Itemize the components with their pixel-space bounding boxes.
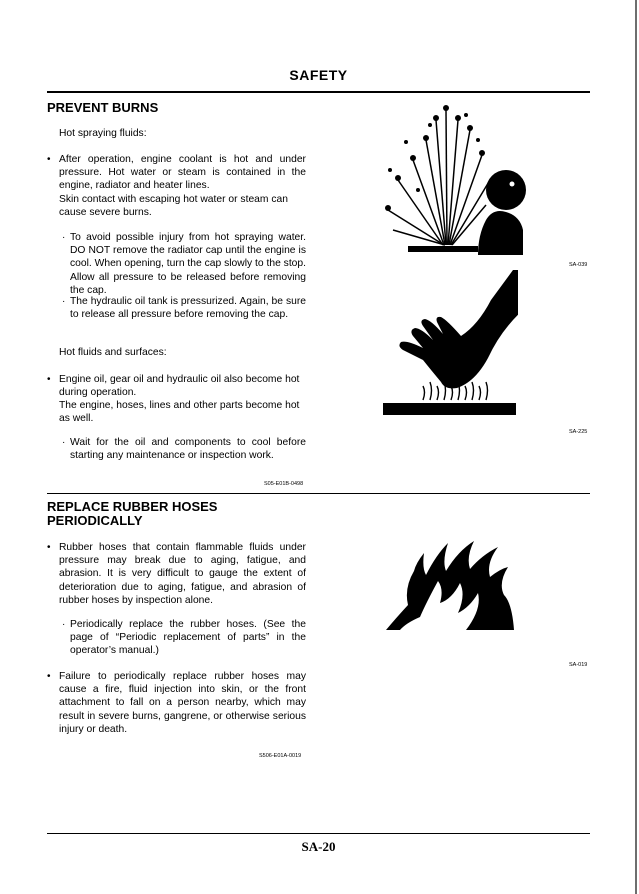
hot-spray-illustration bbox=[378, 100, 528, 260]
section-title-replace-hoses-line1: REPLACE RUBBER HOSES bbox=[47, 499, 218, 514]
paragraph-parts-hot: The engine, hoses, lines and other parts become hot as well. bbox=[59, 400, 300, 425]
subheading-hot-spraying: Hot spraying fluids: bbox=[59, 128, 147, 139]
sub-bullet-dot: · bbox=[62, 437, 66, 448]
bullet-dot: • bbox=[47, 671, 51, 682]
section-code: S506-E01A-0019 bbox=[259, 753, 302, 759]
bullet-dot: • bbox=[47, 374, 51, 385]
paragraph-engine-oil: Engine oil, gear oil and hydraulic oil also become hot during operation. bbox=[59, 374, 300, 399]
paragraph-skin-contact: Skin contact with escaping hot water or steam can cause severe burns. bbox=[59, 194, 288, 219]
page-edge bbox=[635, 0, 637, 894]
figure-code: SA-039 bbox=[569, 262, 588, 268]
sub-bullet-dot: · bbox=[62, 619, 66, 630]
sub-bullet-dot: · bbox=[62, 232, 66, 243]
paragraph-radiator-cap: To avoid possible injury from hot spraying water. DO NOT remove the radiator cap until the engine is cool. When opening, turn the cap slowly to the stop. Allow all pressure to be released before removing the cap. bbox=[70, 232, 306, 296]
paragraph-engine-coolant: After operation, engine coolant is hot and under pressure. Hot water or steam is contained in the engine, radiator and heater lines. bbox=[59, 154, 306, 192]
paragraph-replace-hoses: Periodically replace the rubber hoses. (See the page of “Periodic replacement of parts” in the operator’s manual.) bbox=[70, 619, 306, 657]
figure-code: SA-019 bbox=[569, 662, 588, 668]
paragraph-wait-cool: Wait for the oil and components to cool before starting any maintenance or inspection work. bbox=[70, 437, 306, 462]
sub-bullet-dot: · bbox=[62, 296, 66, 307]
header-rule bbox=[47, 91, 590, 93]
page-number: SA-20 bbox=[301, 839, 336, 854]
fire-flames-illustration bbox=[386, 533, 518, 633]
figure-code: SA-225 bbox=[569, 429, 588, 435]
page-title: SAFETY bbox=[289, 67, 348, 83]
hot-surface-hand-illustration bbox=[383, 270, 518, 418]
section-code: S05-E01B-0498 bbox=[264, 481, 304, 487]
subheading-hot-fluids: Hot fluids and surfaces: bbox=[59, 347, 167, 358]
paragraph-hydraulic-tank: The hydraulic oil tank is pressurized. Again, be sure to release all pressure before removing the cap. bbox=[70, 296, 306, 321]
section-title-prevent-burns: PREVENT BURNS bbox=[47, 100, 159, 115]
paragraph-rubber-hoses: Rubber hoses that contain flammable fluids under pressure may break due to aging, fatigue, and abrasion. It is very difficult to gauge the extent of deterioration due to aging, fatigue, and abrasion of rubber hoses by inspection alone. bbox=[59, 542, 306, 606]
section-title-replace-hoses-line2: PERIODICALLY bbox=[47, 513, 143, 528]
bullet-dot: • bbox=[47, 154, 51, 165]
bullet-dot: • bbox=[47, 542, 51, 553]
section-divider bbox=[47, 493, 590, 494]
footer-rule bbox=[47, 833, 590, 834]
paragraph-failure-consequences: Failure to periodically replace rubber hoses may cause a fire, fluid injection into skin, or the front attachment to fall on a person nearby, which may result in severe burns, gangrene, or otherwise serious injury or death. bbox=[59, 671, 306, 735]
